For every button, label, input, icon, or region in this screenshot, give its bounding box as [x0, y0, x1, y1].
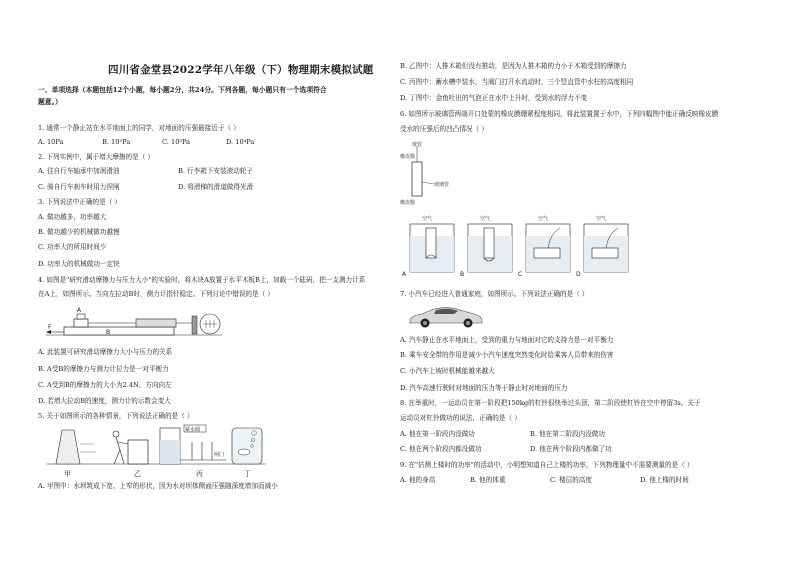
scenes-figure: [46, 424, 266, 480]
beaker-b: [468, 215, 512, 272]
tube-label-1: 玻管: [412, 142, 423, 148]
q4-option-c: C. A受到B的摩擦力的大小为2.4N，方向向左: [38, 381, 172, 389]
option-a-label: A: [402, 271, 407, 278]
q8-option-a: A. 他在第一阶段内没做功: [400, 430, 475, 438]
label-b: B: [106, 329, 111, 336]
question-4-line-2: 在A上，如图所示。当向左拉动B时，测力计指针稳定。下列讨论中错误的是（ ）: [38, 290, 274, 298]
beaker-d: [584, 215, 628, 272]
q4-option-d: D. 若增大拉动B的速度，测力计的示数会变大: [38, 397, 171, 405]
car-illustration: [408, 304, 484, 328]
fig-label-ding: 丁: [244, 470, 251, 478]
q8-option-b: B. 他在第二阶段内没做功: [530, 430, 605, 438]
q1-option-b: B. 10²Pa: [102, 138, 131, 146]
q9-option-a: A. 他的身高: [400, 476, 436, 484]
q3-option-d: D. 功率大的机械做功一定快: [38, 260, 120, 268]
q5-option-a: A. 甲图中：水坝筑成下宽、上窄的形状，因为水对坝体侧面压强随深度增加而减小: [38, 482, 278, 490]
air-label-b: 空气: [480, 216, 491, 222]
question-8-line-2: 运动员对杠铃做功的说法，正确的是（ ）: [400, 414, 521, 422]
q7-option-b: B. 乘车安全带的作用是减少小汽车速度突然变化时给乘客人员带来的伤害: [400, 351, 614, 359]
air-label-a: 空气: [422, 216, 433, 222]
q1-option-d: D. 10⁴Pa: [226, 138, 255, 146]
beaker-c: [526, 215, 570, 272]
question-6-line-2: 受水的压强后的凹凸情况（ ）: [400, 125, 488, 133]
q1-option-a: A. 10Pa: [38, 138, 64, 146]
tube-label-3: 玻璃管: [434, 182, 450, 188]
q3-option-b: B. 做功越少的机械做功越慢: [38, 228, 120, 236]
page-title: 四川省金堂县2022学年八年级（下）物理期末模拟试题: [108, 64, 374, 76]
box: [128, 440, 148, 464]
beaker-a: [410, 215, 454, 272]
question-7: 7. 小汽车已经进入普通家庭，如图所示。下列说法正确的是（ ）: [400, 290, 589, 298]
tube-label-2: 橡皮膜: [400, 154, 416, 160]
q3-option-a: A. 做功越多，功率越大: [38, 213, 107, 221]
board-b: [64, 327, 174, 335]
air-label-d: 空气: [596, 216, 607, 222]
option-d-label: D: [576, 271, 581, 278]
section-heading: 一、单项选择（本题包括12个小题，每小题2分，共24分。下列各题，每小题只有一个选项符合: [38, 86, 327, 94]
fig-gate: 闸门: [214, 452, 225, 458]
q9-option-c: C. 楼层的高度: [550, 476, 592, 484]
q7-option-d: D. 汽车高速行驶时对地面的压力等于静止时对地面的压力: [400, 384, 568, 392]
fig-text: 紧水阀: [185, 427, 201, 433]
weight: [77, 314, 85, 319]
q4-option-b: B. A受B的摩擦力与测力计拉力是一对平衡力: [38, 365, 169, 373]
question-8: 8. 在举重时，一运动员在第一阶段把150kg的杠铃很快举过头顶，第二阶段使杠铃在空中停留3s。关于: [400, 399, 701, 407]
q8-option-c: C. 他在两个阶段内都没做功: [400, 445, 482, 453]
q9-option-d: D. 他上楼的时间: [640, 476, 689, 484]
tube-label-4: 橡皮膜: [400, 200, 416, 206]
q1-option-c: C. 10³Pa: [162, 138, 191, 146]
person: [113, 431, 119, 437]
question-4: 4. 如图是"研究滑动摩擦力与压力大小"的实验时，将木块A放置于水平木板B上，加载一个砝码，把一支测力计系: [38, 276, 366, 284]
q2-option-a: A. 往自行车轴承中加润滑油: [38, 167, 120, 175]
question-5: 5. 关于如图所示的各种情景，下列说法正确的是（ ）: [38, 412, 194, 420]
q7-option-a: A. 汽车静止在水平地面上，受到的重力与地面对它的支持力是一对平衡力: [400, 336, 614, 344]
q7-option-c: C. 小汽车上坡时机械能越来越大: [400, 367, 495, 375]
friction-experiment-figure: [46, 302, 222, 344]
beaker-options-figure: [400, 214, 630, 280]
option-b-label: B: [460, 271, 465, 278]
air-label-c: 空气: [538, 216, 549, 222]
label-a: A: [77, 307, 82, 314]
dam: [56, 430, 80, 464]
q2-option-d: D. 将滑梯的滑道做得光滑: [178, 183, 254, 191]
section-heading-2: 题意。）: [38, 98, 62, 106]
force-label: F: [48, 324, 52, 331]
fig-label-yi: 乙: [134, 470, 141, 478]
question-1: 1. 通常一个静止站在水平地面上的同学，对地面的压强最接近于（ ）: [38, 124, 240, 132]
fig-label-bing: 丙: [196, 470, 203, 478]
q2-option-c: C. 骑自行车刹车时用力捏闸: [38, 183, 120, 191]
question-6: 6. 如图所示玻璃管两端开口处蒙的橡皮膜绷紧程度相同，将此装置置于水中，下列四幅图中能正确反映橡皮膜: [400, 110, 719, 118]
q2-option-b: B. 行李箱下安装滚动轮子: [178, 167, 253, 175]
question-9: 9. 在"估测上楼时的功率"的活动中，小明想知道自己上楼的功率，下列物理量中不需要测量的是（ ）: [400, 461, 694, 469]
q4-option-a: A. 此装置可研究滑动摩擦力大小与压力的关系: [38, 348, 173, 356]
question-2: 2. 下列实例中，属于增大摩擦的是（ ）: [38, 153, 154, 161]
glass-tube: [412, 162, 422, 196]
option-c-label: C: [518, 271, 523, 278]
spring-scale: [136, 319, 176, 327]
q8-option-d: D. 他在两个阶段内都做了功: [530, 445, 612, 453]
fish-tank: [232, 428, 262, 464]
fig-label-jia: 甲: [64, 470, 71, 478]
q5-option-c: C. 丙图中：蓄水槽中装水，当阀门打开水流动时，三个竖直管中水柱的高度相同: [400, 78, 634, 86]
block-a: [74, 319, 88, 327]
q9-option-b: B. 他的体重: [470, 476, 506, 484]
q5-option-b: B. 乙图中：人推木箱但没有推动，是因为人推木箱的力小于木箱受到的摩擦力: [400, 62, 627, 70]
question-3: 3. 下列说法中正确的是（ ）: [38, 198, 122, 206]
glass-tube-figure: [400, 140, 490, 206]
q3-option-c: C. 功率大的所用时间少: [38, 243, 107, 251]
q5-option-d: D. 丁图中：金鱼吐出的气泡正在水中上升时，受到水的浮力不变: [400, 94, 588, 102]
